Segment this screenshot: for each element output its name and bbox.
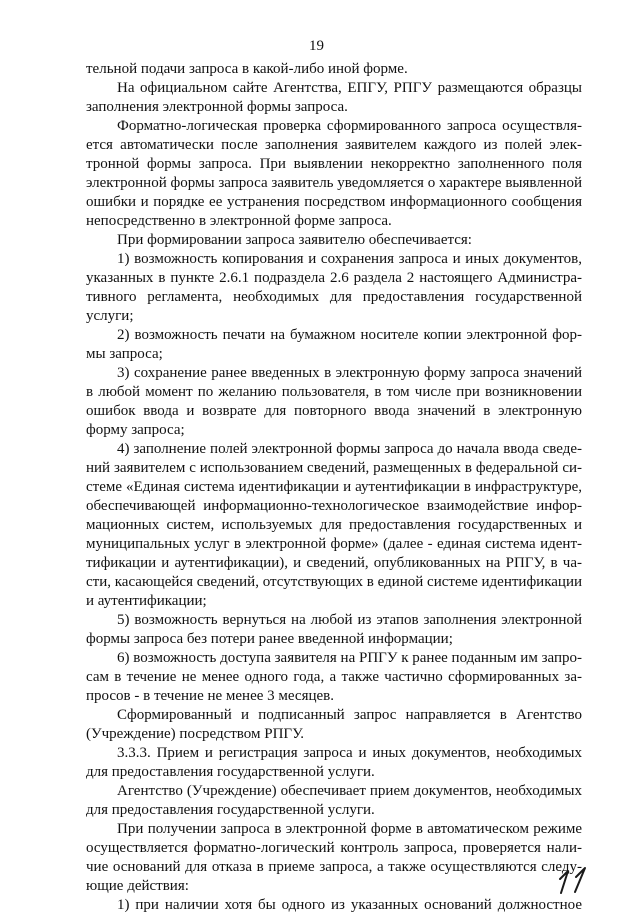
text-line: стеме «Единая система идентификации и аутентификации в инфраструктуре, <box>86 479 582 495</box>
text-line: При получении запроса в электронной форме в автоматическом режиме <box>117 821 582 837</box>
text-line: 2) возможность печати на бумажном носителе копии электронной фор- <box>117 327 582 343</box>
text-line: электронной формы запроса заявитель уведомляется о характере выявленной <box>86 175 582 191</box>
body-text <box>86 60 582 915</box>
text-line: Агентство (Учреждение) обеспечивает прием документов, необходимых <box>117 783 582 799</box>
text-line: 1) при наличии хотя бы одного из указанных оснований должностное <box>117 897 582 913</box>
text-line: тивного регламента, необходимых для предоставления государственной <box>86 289 582 305</box>
text-line: чие оснований для отказа в приеме запроса, а также осуществляются следу- <box>86 859 582 875</box>
text-line: заполнения электронной формы запроса. <box>86 99 348 115</box>
text-line: и аутентификации; <box>86 593 207 609</box>
text-line: тельной подачи запроса в какой-либо иной форме. <box>86 61 408 77</box>
text-line: 3.3.3. Прием и регистрация запроса и иных документов, необходимых <box>117 745 582 761</box>
handwritten-initials-icon <box>556 862 600 894</box>
text-line: для предоставления государственной услуги. <box>86 764 375 780</box>
text-line: При формировании запроса заявителю обеспечивается: <box>117 232 472 248</box>
text-line: Форматно-логическая проверка сформированного запроса осуществля- <box>117 118 582 134</box>
text-line: 6) возможность доступа заявителя на РПГУ к ранее поданным им запро- <box>117 650 582 666</box>
text-line: ошибки и порядке ее устранения посредством информационного сообщения <box>86 194 582 210</box>
text-line: указанных в пункте 2.6.1 подраздела 2.6 раздела 2 настоящего Администра- <box>86 270 582 286</box>
text-line: ошибок ввода и возврате для повторного ввода значений в электронную <box>86 403 582 419</box>
text-line: 5) возможность вернуться на любой из этапов заполнения электронной <box>117 612 582 628</box>
text-line: (Учреждение) посредством РПГУ. <box>86 726 304 742</box>
text-line: На официальном сайте Агентства, ЕПГУ, РПГУ размещаются образцы <box>117 80 582 96</box>
text-line: тификации и аутентификации), и сведений, опубликованных на РПГУ, в ча- <box>86 555 582 571</box>
text-line: для предоставления государственной услуги. <box>86 802 375 818</box>
text-line: тронной формы запроса. При выявлении некорректно заполненного поля <box>86 156 582 172</box>
text-line: мационных систем, используемых для предоставления государственных и <box>86 517 582 533</box>
text-line: ющие действия: <box>86 878 189 894</box>
text-line: Сформированный и подписанный запрос направляется в Агентство <box>117 707 582 723</box>
text-line: 3) сохранение ранее введенных в электронную форму запроса значений <box>117 365 582 381</box>
text-line: ний заявителем с использованием сведений, размещенных в федеральной си- <box>86 460 582 476</box>
text-line: 4) заполнение полей электронной формы запроса до начала ввода сведе- <box>117 441 582 457</box>
text-line: мы запроса; <box>86 346 163 362</box>
text-line: формы запроса без потери ранее введенной информации; <box>86 631 453 647</box>
text-line: осуществляется форматно-логический контроль запроса, проверяется нали- <box>86 840 582 856</box>
text-line: обеспечивающей информационно-технологическое взаимодействие инфор- <box>86 498 582 514</box>
text-line: муниципальных услуг в электронной форме» (далее - единая система идент- <box>86 536 582 552</box>
text-line: сти, касающейся сведений, отсутствующих в единой системе идентификации <box>86 574 582 590</box>
text-line: форму запроса; <box>86 422 185 438</box>
page-number: 19 <box>309 38 324 54</box>
text-line: непосредственно в электронной форме запроса. <box>86 213 392 229</box>
text-line: 1) возможность копирования и сохранения запроса и иных документов, <box>117 251 582 267</box>
text-line: в любой момент по желанию пользователя, в том числе при возникновении <box>86 384 582 400</box>
text-line: ется автоматически после заполнения заявителем каждого из полей элек- <box>86 137 582 153</box>
text-line: услуги; <box>86 308 134 324</box>
text-line: просов - в течение не менее 3 месяцев. <box>86 688 334 704</box>
text-line: сам в течение не менее одного года, а также частично сформированных за- <box>86 669 582 685</box>
